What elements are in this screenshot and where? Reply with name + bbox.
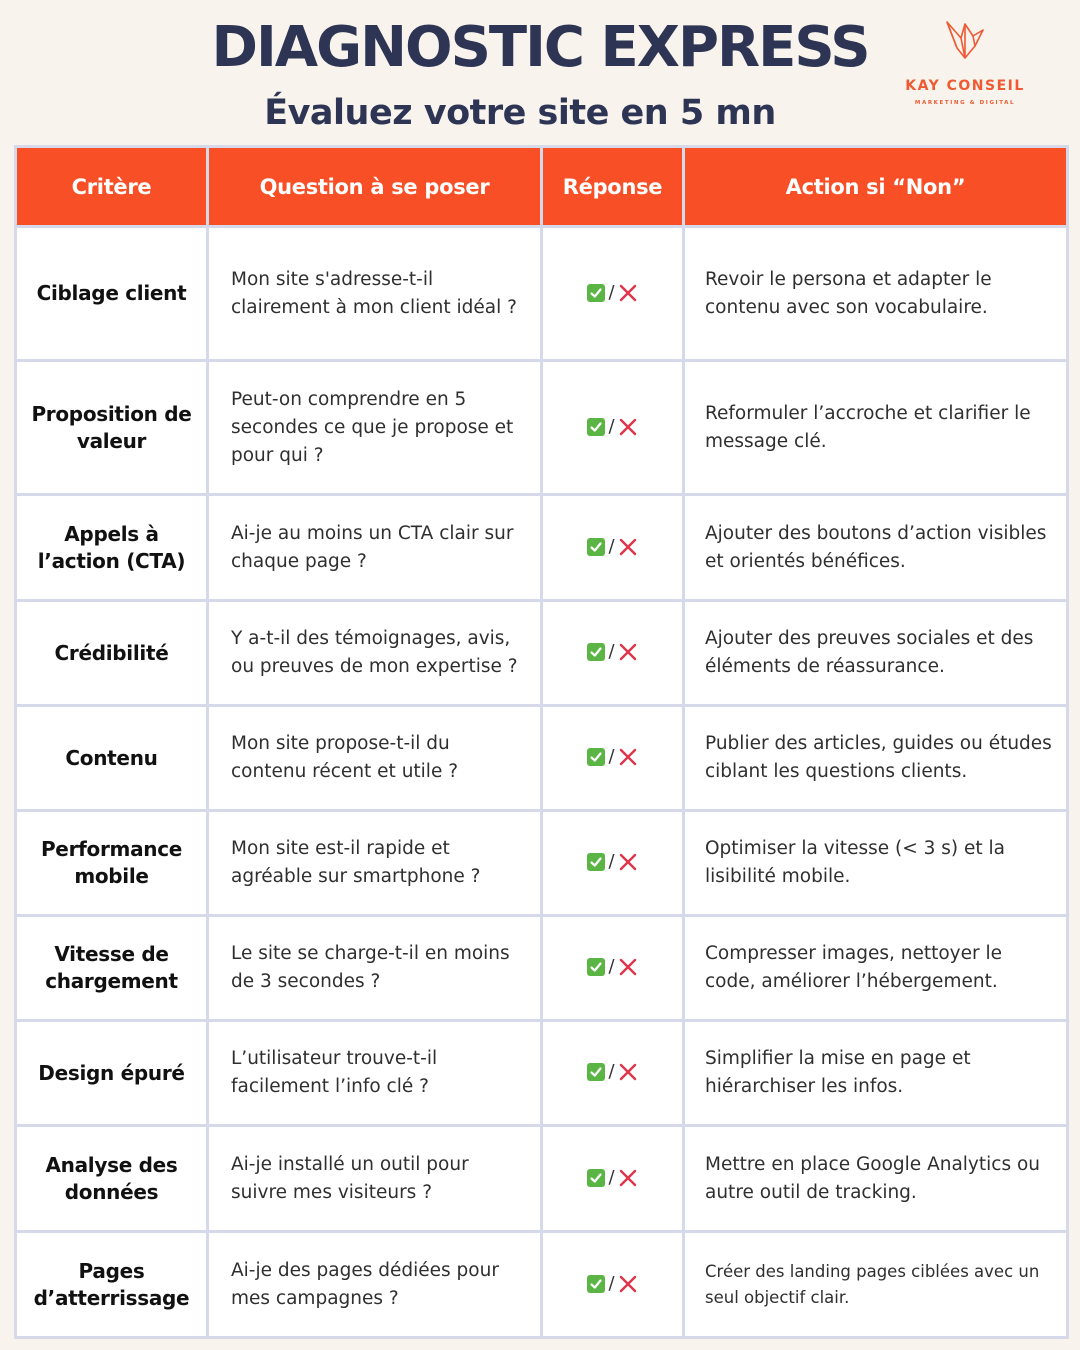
check-icon[interactable] [587, 284, 605, 302]
header-action: Action si “Non” [684, 147, 1068, 227]
separator-slash: / [608, 1272, 615, 1294]
table-row [16, 601, 1068, 706]
table-row [16, 1021, 1068, 1126]
check-icon[interactable] [587, 643, 605, 661]
page-title: DIAGNOSTIC EXPRESS [211, 15, 869, 80]
response-cell[interactable] [542, 1126, 684, 1232]
criterion-cell: Appels à l’action (CTA) [16, 495, 208, 601]
header-question: Question à se poser [208, 147, 542, 227]
diagnostic-table [14, 145, 1069, 1339]
check-icon[interactable] [587, 853, 605, 871]
table-row [16, 1126, 1068, 1232]
response-cell[interactable] [542, 495, 684, 601]
table-row [16, 495, 1068, 601]
cross-icon[interactable] [618, 957, 638, 977]
cross-icon[interactable] [618, 1062, 638, 1082]
table-row [16, 706, 1068, 811]
action-cell: Reformuler l’accroche et clarifier le message clé. [684, 361, 1068, 495]
question-cell: Mon site propose-t-il du contenu récent et utile ? [208, 706, 542, 811]
check-icon[interactable] [587, 1275, 605, 1293]
question-cell: L’utilisateur trouve-t-il facilement l’info clé ? [208, 1021, 542, 1126]
response-cell[interactable] [542, 1232, 684, 1338]
table-row [16, 361, 1068, 495]
criterion-cell: Crédibilité [16, 601, 208, 706]
criterion-cell: Analyse des données [16, 1126, 208, 1232]
question-cell: Mon site est-il rapide et agréable sur smartphone ? [208, 811, 542, 916]
separator-slash: / [608, 415, 615, 437]
check-icon[interactable] [587, 748, 605, 766]
question-cell: Ai-je des pages dédiées pour mes campagnes ? [208, 1232, 542, 1338]
question-cell: Peut-on comprendre en 5 secondes ce que je propose et pour qui ? [208, 361, 542, 495]
cross-icon[interactable] [618, 537, 638, 557]
criterion-cell: Pages d’atterrissage [16, 1232, 208, 1338]
separator-slash: / [608, 1061, 615, 1082]
cross-icon[interactable] [618, 642, 638, 662]
cross-icon[interactable] [618, 747, 638, 767]
criterion-cell: Performance mobile [16, 811, 208, 916]
response-cell[interactable] [542, 811, 684, 916]
action-cell: Optimiser la vitesse (< 3 s) et la lisibilité mobile. [684, 811, 1068, 916]
response-cell[interactable] [542, 1021, 684, 1126]
cross-icon[interactable] [618, 283, 638, 303]
criterion-cell: Design épuré [16, 1021, 208, 1126]
question-cell: Ai-je au moins un CTA clair sur chaque page ? [208, 495, 542, 601]
question-cell: Mon site s'adresse-t-il clairement à mon client idéal ? [208, 227, 542, 361]
criterion-cell: Ciblage client [16, 227, 208, 361]
response-cell[interactable] [542, 916, 684, 1021]
header-critere: Critère [16, 147, 208, 227]
action-cell: Compresser images, nettoyer le code, améliorer l’hébergement. [684, 916, 1068, 1021]
criterion-cell: Proposition de valeur [16, 361, 208, 495]
table-row [16, 916, 1068, 1021]
question-cell: Le site se charge-t-il en moins de 3 secondes ? [208, 916, 542, 1021]
criterion-cell: Vitesse de chargement [16, 916, 208, 1021]
action-cell: Mettre en place Google Analytics ou autre outil de tracking. [684, 1126, 1068, 1232]
header-reponse: Réponse [542, 147, 684, 227]
separator-slash: / [608, 641, 615, 662]
action-cell: Ajouter des preuves sociales et des éléments de réassurance. [684, 601, 1068, 706]
response-cell[interactable] [542, 601, 684, 706]
check-icon[interactable] [587, 418, 605, 436]
check-icon[interactable] [587, 1169, 605, 1187]
separator-slash: / [608, 956, 615, 977]
separator-slash: / [608, 1166, 615, 1188]
check-icon[interactable] [587, 538, 605, 556]
check-icon[interactable] [587, 958, 605, 976]
action-cell: Revoir le persona et adapter le contenu avec son vocabulaire. [684, 227, 1068, 361]
separator-slash: / [608, 281, 615, 303]
separator-slash: / [608, 746, 615, 767]
page-subtitle: Évaluez votre site en 5 mn [264, 93, 776, 133]
cross-icon[interactable] [618, 1274, 638, 1294]
check-icon[interactable] [587, 1063, 605, 1081]
question-cell: Ai-je installé un outil pour suivre mes visiteurs ? [208, 1126, 542, 1232]
response-cell[interactable] [542, 706, 684, 811]
table-row [16, 227, 1068, 361]
separator-slash: / [608, 851, 615, 872]
cross-icon[interactable] [618, 1168, 638, 1188]
action-cell: Créer des landing pages ciblées avec un seul objectif clair. [684, 1232, 1068, 1338]
cross-icon[interactable] [618, 417, 638, 437]
response-cell[interactable] [542, 227, 684, 361]
question-cell: Y a-t-il des témoignages, avis, ou preuves de mon expertise ? [208, 601, 542, 706]
criterion-cell: Contenu [16, 706, 208, 811]
table-row [16, 1232, 1068, 1338]
action-cell: Publier des articles, guides ou études ciblant les questions clients. [684, 706, 1068, 811]
cross-icon[interactable] [618, 852, 638, 872]
brand-name: KAY CONSEIL [905, 78, 1025, 94]
separator-slash: / [608, 535, 615, 557]
brand-tagline: MARKETING & DIGITAL [914, 100, 1016, 106]
action-cell: Ajouter des boutons d’action visibles et orientés bénéfices. [684, 495, 1068, 601]
response-cell[interactable] [542, 361, 684, 495]
action-cell: Simplifier la mise en page et hiérarchiser les infos. [684, 1021, 1068, 1126]
table-header-row [16, 147, 1068, 227]
table-row [16, 811, 1068, 916]
origami-bird-icon [943, 18, 987, 68]
brand-logo [895, 18, 1035, 118]
